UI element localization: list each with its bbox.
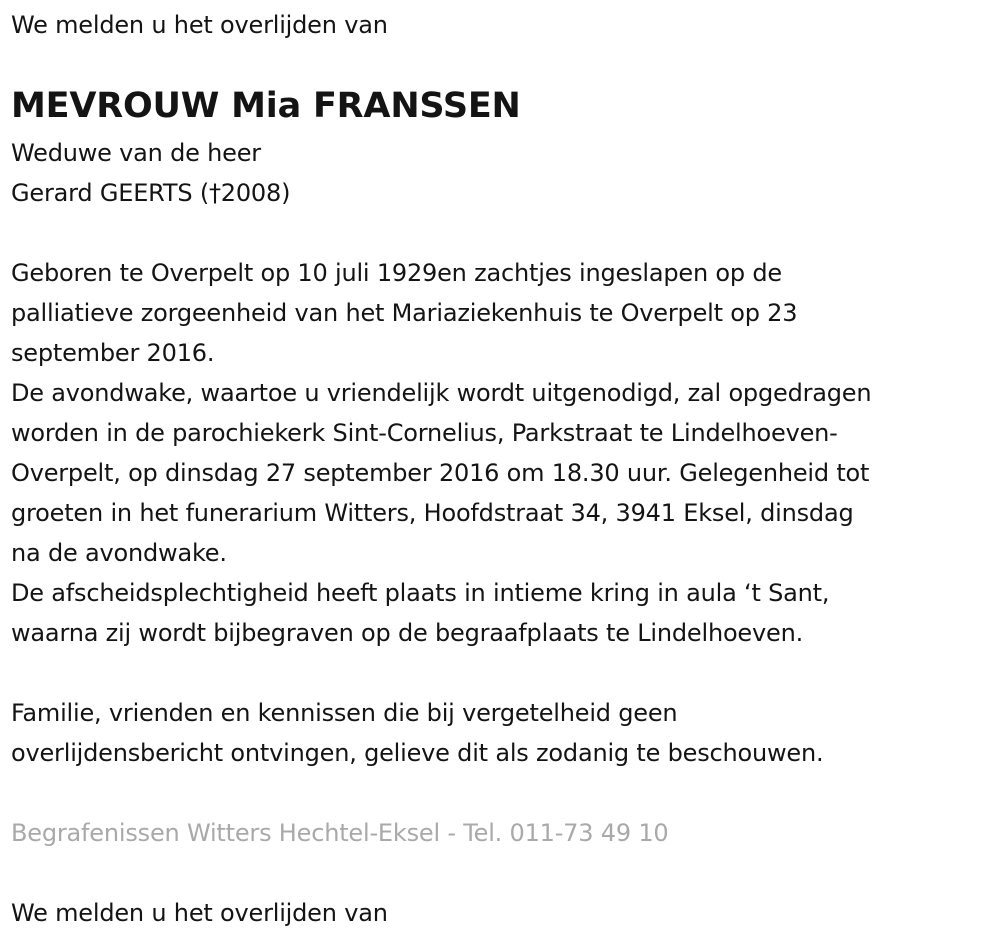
notice-line: overlijdensbericht ontvingen, gelieve dit als zodanig te beschouwen. [11, 739, 824, 767]
funeral-home-footer: Begrafenissen Witters Hechtel-Eksel - Tel. 011-73 49 10 [11, 819, 669, 847]
outro-line: We melden u het overlijden van [11, 899, 388, 927]
spouse-line: Weduwe van de heer [11, 139, 261, 167]
body-line: palliatieve zorgeenheid van het Mariaziekenhuis te Overpelt op 23 [11, 299, 798, 327]
body-line: waarna zij wordt bijbegraven op de begraafplaats te Lindelhoeven. [11, 619, 804, 647]
family-notice [11, 693, 823, 773]
body-line: groeten in het funerarium Witters, Hoofdstraat 34, 3941 Eksel, dinsdag [11, 499, 854, 527]
body-line: De afscheidsplechtigheid heeft plaats in intieme kring in aula ‘t Sant, [11, 579, 830, 607]
body-line: Geboren te Overpelt op 10 juli 1929en zachtjes ingeslapen op de [11, 259, 782, 287]
body-line: De avondwake, waartoe u vriendelijk wordt uitgenodigd, zal opgedragen [11, 379, 872, 407]
spouse-line: Gerard GEERTS (†2008) [11, 179, 291, 207]
spouse-block [11, 133, 290, 213]
deceased-name: MEVROUW Mia FRANSSEN [11, 86, 521, 126]
body-line: na de avondwake. [11, 539, 227, 567]
obituary-body [11, 253, 871, 653]
body-line: worden in de parochiekerk Sint-Cornelius, Parkstraat te Lindelhoeven- [11, 419, 838, 447]
body-line: Overpelt, op dinsdag 27 september 2016 om 18.30 uur. Gelegenheid tot [11, 459, 870, 487]
notice-line: Familie, vrienden en kennissen die bij vergetelheid geen [11, 699, 678, 727]
intro-line: We melden u het overlijden van [11, 11, 388, 39]
body-line: september 2016. [11, 339, 215, 367]
